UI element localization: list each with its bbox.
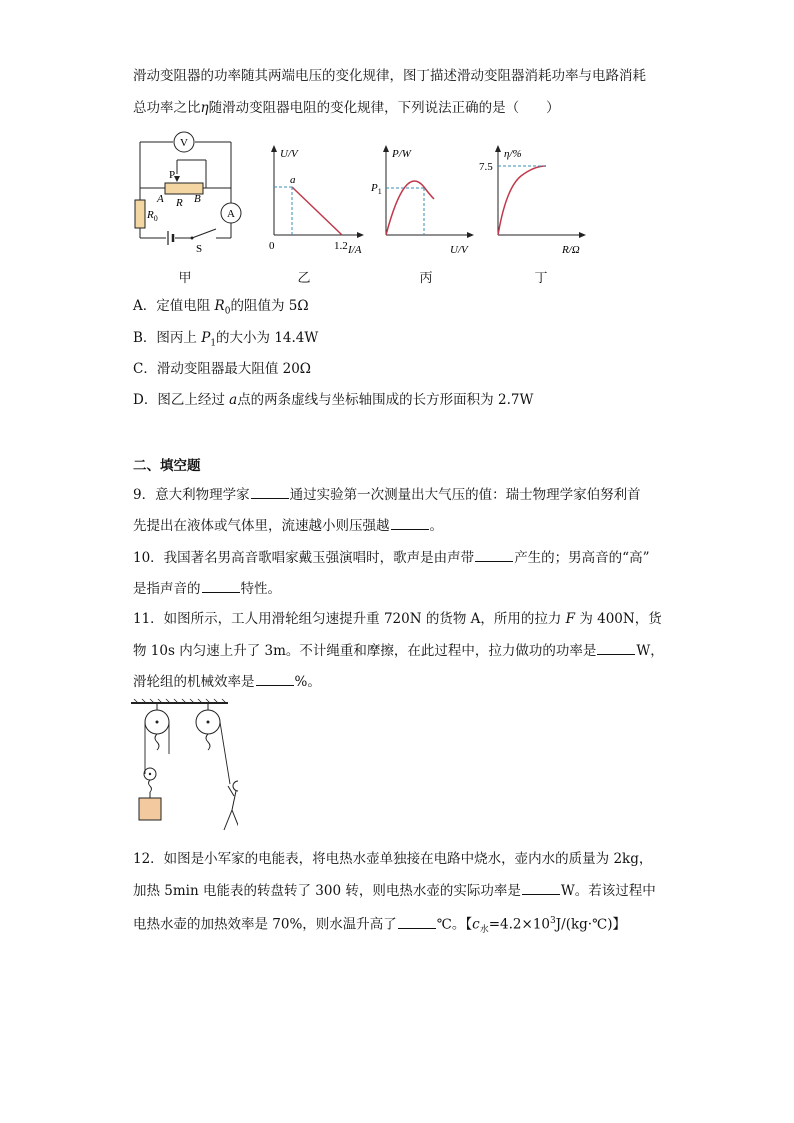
option-d-suffix: 点的两条虚线与坐标轴围成的长方形面积为 2.7W (237, 392, 534, 408)
q10-text-1a: 10．我国著名男高音歌唱家戴玉强演唱时，歌声是由声带 (133, 550, 475, 566)
q11-text-1b: 为 400N，货 (575, 611, 662, 627)
switch-label: S (196, 243, 203, 253)
q12-text-3e: J/(kg·℃)】 (555, 916, 626, 933)
slider-p-label: P (169, 169, 176, 181)
x-axis-arrow-icon (357, 232, 364, 238)
worker-icon (224, 781, 238, 830)
option-b[interactable] (133, 328, 318, 354)
q10-text-2a: 是指声音的 (133, 581, 201, 597)
q12-blank-2[interactable] (398, 914, 436, 929)
q10-line-1 (133, 547, 650, 568)
option-c-text: C．滑动变阻器最大阻值 20Ω (133, 361, 311, 377)
y-tick-label: 7.5 (479, 161, 493, 173)
option-d-prefix: D．图乙上经过 (133, 392, 230, 408)
q9-text-1b: 通过实验第一次测量出大气压的值：瑞士物理学家伯努利首 (289, 487, 641, 503)
voltmeter-label: V (180, 137, 188, 149)
q9-blank-1[interactable] (251, 484, 289, 499)
efficiency-curve (498, 166, 546, 235)
option-b-symbol: P (201, 330, 211, 346)
resistor-r0 (135, 200, 145, 228)
power-curve (386, 181, 434, 235)
eta-symbol: η (200, 100, 209, 116)
cargo-a (139, 798, 161, 820)
option-b-sub: 1 (210, 338, 217, 349)
q11-blank-1[interactable] (597, 640, 635, 655)
q9-line-1 (133, 484, 641, 505)
q10-text-2b: 特性。 (240, 581, 281, 597)
q12-line-3 (133, 911, 626, 940)
q11-line-3 (133, 671, 321, 692)
y-axis-label: η/% (504, 148, 522, 160)
caption-bing: 丙 (419, 271, 433, 286)
r0-label: $R_0$ (147, 209, 158, 223)
q12-line-2 (133, 880, 656, 901)
option-a-sub: 0 (224, 306, 231, 317)
y-axis-label: P/W (392, 148, 411, 160)
option-a-suffix: 的阻值为 5Ω (230, 298, 309, 314)
option-a-prefix: A．定值电阻 (133, 298, 215, 314)
y-axis-arrow-icon (495, 145, 501, 152)
q12-c-sub: 水 (479, 925, 489, 936)
q10-blank-2[interactable] (202, 578, 240, 593)
option-d[interactable] (133, 390, 533, 410)
q11-line-1 (133, 609, 662, 629)
section-title: 二、填空题 (133, 458, 201, 474)
x-axis-arrow-icon (579, 232, 586, 238)
battery-icon (168, 231, 173, 245)
x-axis-label: I/A (348, 244, 362, 256)
intro-line-2a: 总功率之比 (133, 100, 201, 116)
graph-bing (368, 143, 483, 261)
q11-text-3b: %。 (294, 674, 321, 690)
q12-exp: 3 (550, 916, 556, 926)
ropes (145, 722, 230, 784)
intro-line-2 (133, 98, 560, 118)
option-a[interactable] (133, 296, 309, 322)
x-axis-arrow-icon (467, 232, 474, 238)
caption-yi: 乙 (297, 271, 311, 286)
option-d-symbol: a (229, 392, 238, 408)
caption-jia: 甲 (178, 271, 192, 286)
rheostat-a-label: A (157, 193, 164, 205)
q11-force-symbol: F (565, 611, 576, 627)
option-b-suffix: 的大小为 14.4W (216, 330, 319, 346)
y-axis-arrow-icon (383, 145, 389, 152)
data-line (292, 187, 342, 235)
y-axis-arrow-icon (271, 145, 277, 152)
circuit-diagram-jia (128, 128, 248, 253)
q12-line-1: 12．如图是小军家的电能表，将电热水壶单独接在电路中烧水，壶内水的质量为 2kg， (133, 851, 653, 867)
q11-text-2b: W， (636, 643, 664, 659)
origin-label: 0 (269, 240, 275, 252)
y-axis-label: U/V (280, 148, 298, 160)
q9-text-2a: 先提出在液体或气体里，流速越小则压强越 (133, 518, 390, 534)
x-axis-label: U/V (450, 244, 468, 256)
q12-text-3b: ℃。【 (436, 916, 473, 933)
q9-text-2b: 。 (429, 518, 443, 534)
q11-text-3a: 滑轮组的机械效率是 (133, 674, 255, 690)
option-b-prefix: B．图丙上 (133, 330, 202, 346)
dashed-guides (274, 187, 292, 235)
graph-ding (476, 143, 591, 261)
intro-line-1: 滑动变阻器的功率随其两端电压的变化规律，图丁描述滑动变阻器消耗功率与电路消耗 (133, 68, 646, 84)
switch-pivot (191, 237, 194, 240)
dashed-guides (386, 188, 424, 235)
q9-text-1a: 9．意大利物理学家 (133, 487, 250, 503)
q12-c-symbol: c (472, 916, 480, 933)
q11-blank-2[interactable] (256, 671, 294, 686)
x-axis-label: R/Ω (562, 244, 580, 256)
q10-text-1b: 产生的；男高音的“高” (514, 550, 650, 566)
q11-text-1a: 11．如图所示，工人用滑轮组匀速提升重 720N 的货物 A，所用的拉力 (133, 611, 566, 627)
q12-blank-1[interactable] (522, 880, 560, 895)
q12-text-3d: =4.2×10 (488, 916, 551, 933)
q12-text-3a: 电热水壶的加热效率是 70%，则水温升高了 (133, 916, 397, 933)
graph-yi (258, 143, 373, 261)
p1-label: $P_1$ (371, 182, 382, 196)
option-c[interactable] (133, 359, 311, 379)
q12-text-2a: 加热 5min 电能表的转盘转了 300 转，则电热水壶的实际功率是 (133, 883, 521, 899)
q12-text-2b: W。若该过程中 (560, 883, 656, 899)
intro-line-2b: 随滑动变阻器电阻的变化规律，下列说法正确的是（ ） (208, 100, 560, 116)
pulley-system-figure (128, 698, 238, 838)
point-a-label: a (290, 174, 296, 186)
q11-text-2a: 物 10s 内匀速上升了 3m。不计绳重和摩擦，在此过程中，拉力做功的功率是 (133, 643, 597, 659)
rheostat-b-label: B (194, 193, 201, 205)
caption-ding: 丁 (534, 271, 548, 286)
q9-blank-2[interactable] (391, 515, 429, 530)
q10-blank-1[interactable] (475, 547, 513, 562)
option-a-symbol: R (214, 298, 225, 314)
q9-line-2 (133, 515, 443, 536)
ammeter-label: A (227, 208, 235, 220)
x-tick-label: 1.2 (334, 240, 348, 252)
q11-line-2 (133, 640, 664, 661)
q10-line-2 (133, 578, 281, 599)
rheostat-r-label: R (176, 197, 183, 209)
